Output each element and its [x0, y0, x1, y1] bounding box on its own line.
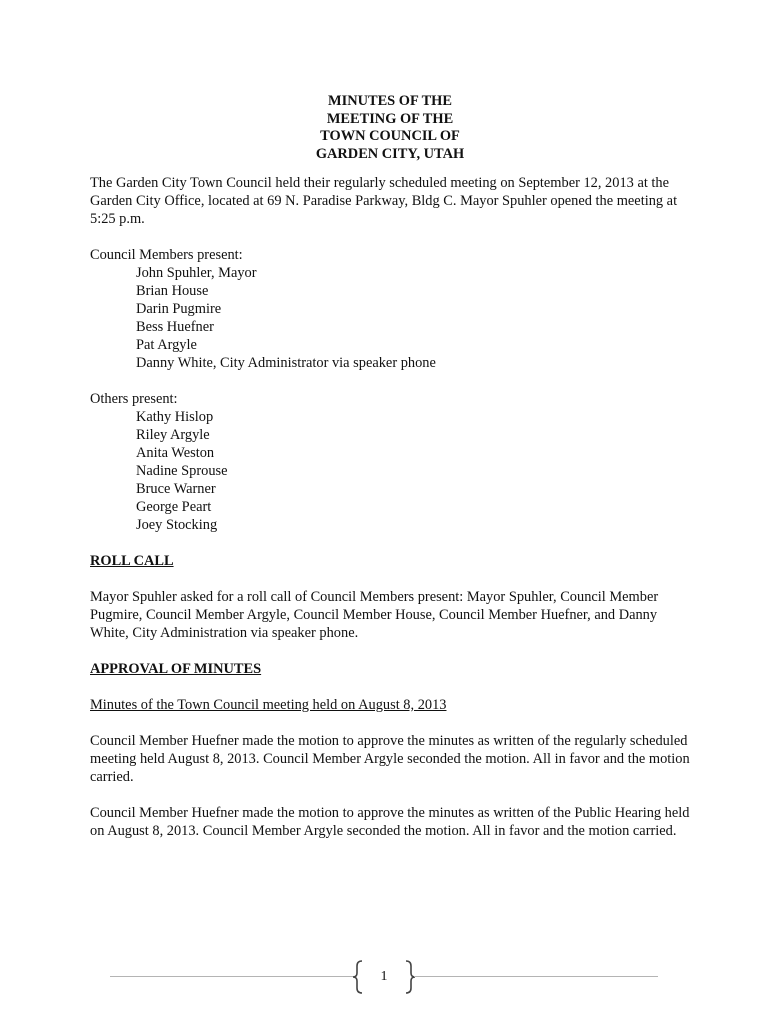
intro-paragraph: The Garden City Town Council held their regularly scheduled meeting on September 12, 2013 at the Garden City Office, located at 69 N. Paradise Parkway, Bldg C. Mayor Spuhler opened the meeting at 5:25 p.m. — [90, 175, 678, 227]
others-present-list — [90, 408, 690, 534]
council-members-label: Council Members present: — [90, 247, 243, 263]
right-brace-icon — [404, 960, 416, 994]
list-item: Joey Stocking — [136, 517, 218, 533]
title-line: GARDEN CITY, UTAH — [315, 145, 465, 162]
list-item: Danny White, City Administrator via speaker phone — [136, 355, 436, 371]
list-item: Darin Pugmire — [136, 301, 222, 317]
roll-call-paragraph: Mayor Spuhler asked for a roll call of Council Members present: Mayor Spuhler, Council Member Pugmire, Council Member Argyle, Council Member House, Council Member Huefner, and Danny White, City Administration via speaker phone. — [90, 589, 659, 641]
left-brace-icon — [352, 960, 364, 994]
title-line: MINUTES OF THE — [328, 93, 452, 109]
list-item: Riley Argyle — [136, 427, 210, 443]
footer-rule-left — [110, 976, 354, 977]
list-item: Pat Argyle — [136, 337, 197, 353]
list-item: Kathy Hislop — [136, 409, 214, 425]
document-page — [90, 93, 690, 858]
list-item: Anita Weston — [136, 445, 215, 461]
approval-paragraph: Council Member Huefner made the motion to approve the minutes as written of the Public Hearing held on August 8, 2013. Council Member Argyle seconded the motion. All in favor and the motion carried. — [90, 805, 690, 839]
council-members-list — [90, 264, 690, 372]
title-line: MEETING OF THE — [326, 110, 454, 127]
list-item: George Peart — [136, 499, 212, 515]
list-item: Bruce Warner — [136, 481, 216, 497]
list-item: Nadine Sprouse — [136, 463, 228, 479]
list-item: John Spuhler, Mayor — [136, 265, 257, 281]
page-number: 1 — [380, 969, 388, 984]
approval-subheading: Minutes of the Town Council meeting held on August 8, 2013 — [90, 697, 447, 713]
others-present-label: Others present: — [90, 391, 178, 407]
approval-heading: APPROVAL OF MINUTES — [90, 661, 262, 677]
title-line: TOWN COUNCIL OF — [320, 128, 460, 144]
approval-paragraph: Council Member Huefner made the motion to approve the minutes as written of the regularly scheduled meeting held August 8, 2013. Council Member Argyle seconded the motion. All in favor and the motion carried. — [90, 733, 690, 785]
document-title — [90, 93, 690, 163]
roll-call-heading: ROLL CALL — [90, 553, 174, 569]
footer-rule-right — [414, 976, 658, 977]
list-item: Brian House — [136, 283, 209, 299]
page-footer — [110, 960, 658, 994]
list-item: Bess Huefner — [136, 319, 214, 335]
